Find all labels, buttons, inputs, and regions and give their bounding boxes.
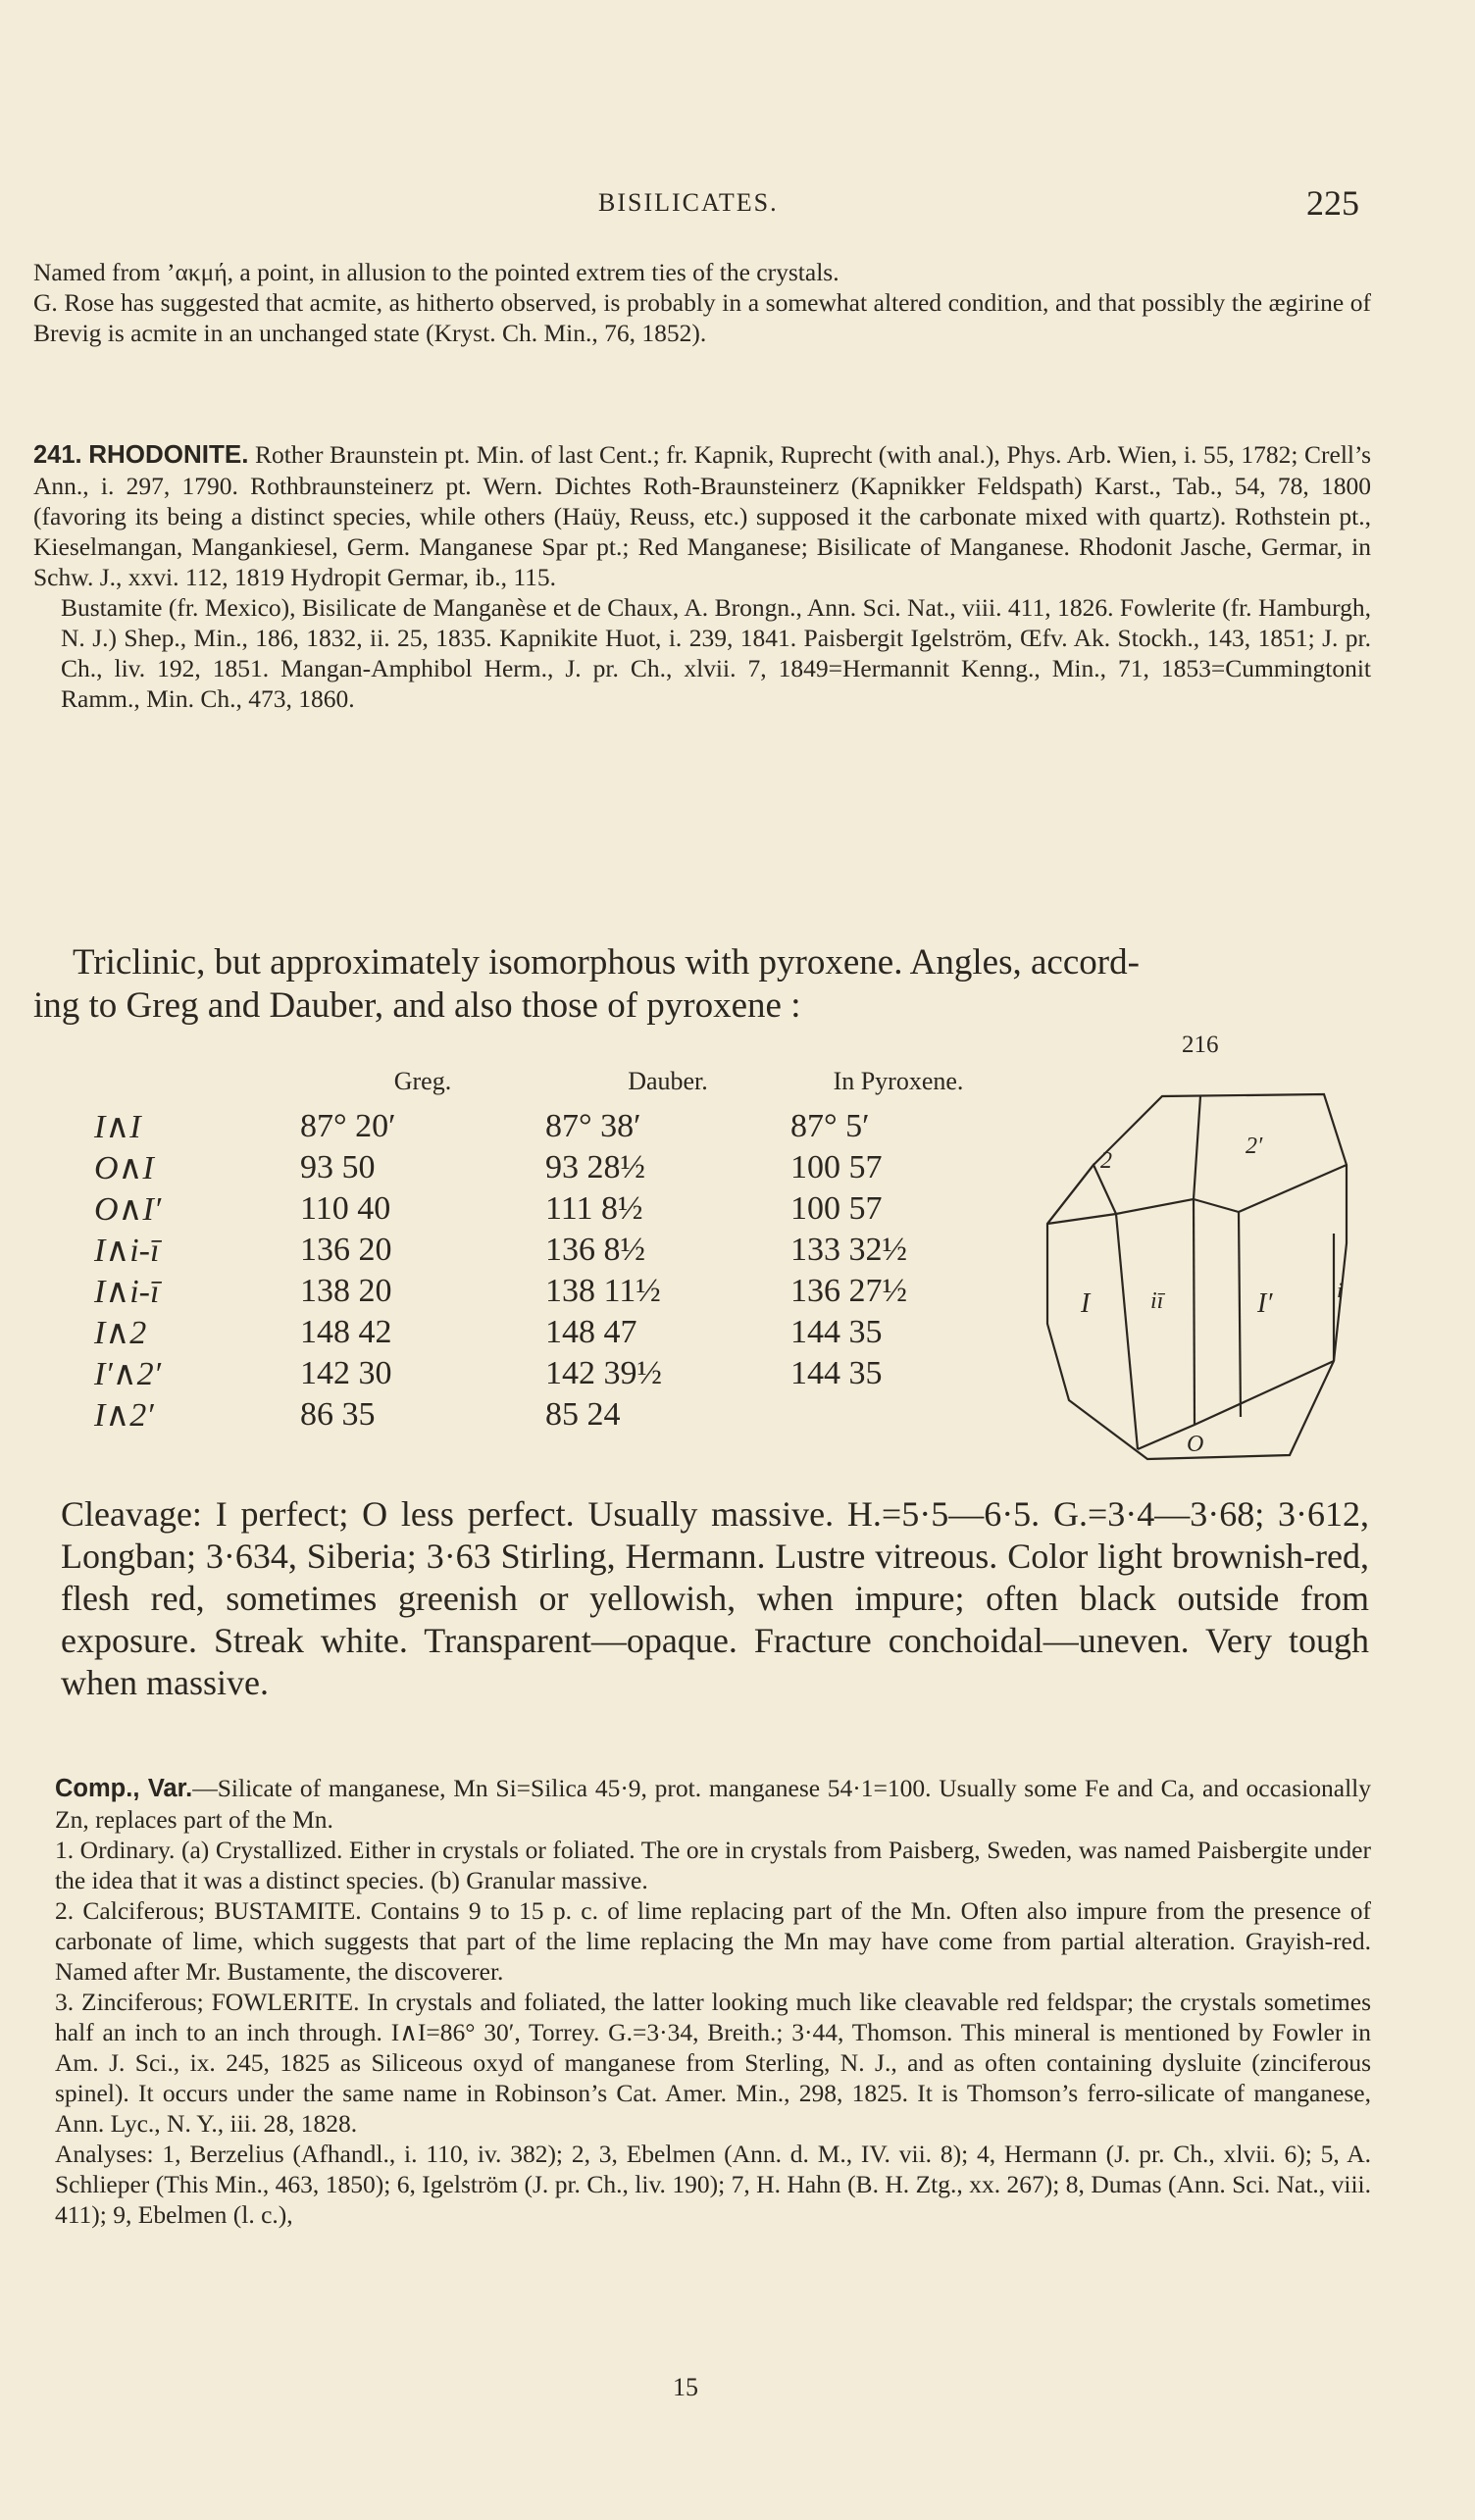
pyroxene-cell: 136 27½: [790, 1273, 907, 1309]
pyroxene-cell: 100 57: [790, 1149, 883, 1185]
table-row: [94, 1312, 1006, 1353]
species-number: 241.: [33, 441, 82, 469]
angle-table: [94, 1067, 1006, 1436]
face-label-I-prime: I′: [1257, 1288, 1273, 1319]
physical-properties: [33, 1493, 1369, 1704]
composition-text: —Silicate of manganese, Mn Si=Silica 45·9, prot. manganese 54·1=100. Usually some Fe and Ca, and occasionally Zn, replaces part of the Mn.: [55, 1774, 1371, 1834]
greg-cell: 86 35: [300, 1396, 376, 1433]
crystal-edge: [1116, 1214, 1138, 1449]
crystal-figure: [1040, 1077, 1353, 1469]
face-cell: I∧2′: [94, 1397, 154, 1434]
crystal-description: [33, 941, 1348, 1028]
running-header: BISILICATES.: [598, 188, 779, 217]
intro-paragraph: Named from ’ακμή, a point, in allusion to the pointed extrem ties of the crystals.: [33, 258, 839, 286]
signature-mark: 15: [673, 2373, 698, 2401]
greg-cell: 138 20: [300, 1273, 392, 1309]
composition-paragraph: [33, 1773, 1371, 1835]
dauber-cell: 142 39½: [545, 1355, 662, 1391]
species-name: RHODONITE.: [88, 439, 249, 469]
dauber-cell: 93 28½: [545, 1149, 645, 1185]
table-header-row: [94, 1067, 1006, 1106]
dauber-cell: 87° 38′: [545, 1108, 641, 1144]
pyroxene-cell: [790, 1394, 1006, 1436]
crystal-edge: [1194, 1199, 1195, 1425]
column-header: Greg.: [393, 1067, 452, 1095]
synonymy-paragraph: [33, 439, 1371, 592]
crystal-edge: [1239, 1212, 1241, 1417]
pyroxene-cell: 100 57: [790, 1190, 883, 1227]
face-cell: I∧i-ī: [94, 1233, 160, 1269]
face-cell: I∧i-ī: [94, 1274, 160, 1310]
face-cell: I′∧2′: [94, 1356, 162, 1392]
table-row: [94, 1106, 1006, 1147]
lead-line: Triclinic, but approximately isomorphous with pyroxene. Angles, accord-: [73, 942, 1140, 983]
intro-text: [33, 257, 1371, 348]
face-cell: I∧I: [94, 1109, 141, 1145]
lead-line: ing to Greg and Dauber, and also those of pyroxene :: [33, 985, 801, 1026]
variety-calciferous: 2. Calciferous; BUSTAMITE. Contains 9 to 15 p. c. of lime replacing part of the Mn. Often also impure from the presence of carbonate of lime, which suggests that part of the lime replacing the Mn may have come from partial alteration. Grayish-red. Named after Mr. Bustamente, the discoverer.: [55, 1896, 1371, 1986]
properties-text: Cleavage: I perfect; O less perfect. Usually massive. H.=5·5—6·5. G.=3·4—3·68; 3·612, Longban; 3·634, Siberia; 3·63 Stirling, Hermann. Lustre vitreous. Color light brownish-red, flesh red, sometimes greenish or yellowish, when impure; often black outside from exposure. Streak white. Transparent—opaque. Fracture conchoidal—uneven. Very tough when massive.: [61, 1494, 1369, 1702]
face-label-2: 2: [1100, 1148, 1112, 1174]
table-row: [94, 1271, 1006, 1312]
dauber-cell: 111 8½: [545, 1190, 643, 1227]
analyses-paragraph: Analyses: 1, Berzelius (Afhandl., i. 110, iv. 382); 2, 3, Ebelmen (Ann. d. M., IV. vii. 8); 4, Hermann (J. pr. Ch., xlvii. 6); 5, A. Schlieper (This Min., 463, 1850); 6, Igelström (J. pr. Ch., liv. 190); 7, H. Hahn (B. H. Ztg., xx. 267); 8, Dumas (Ann. Sci. Nat., viii. 411); 9, Ebelmen (l. c.),: [55, 2140, 1371, 2229]
greg-cell: 87° 20′: [300, 1108, 396, 1144]
face-cell: I∧2: [94, 1315, 147, 1351]
variety-zinciferous: 3. Zinciferous; FOWLERITE. In crystals and foliated, the latter looking much like cleavable red feldspar; the crystals sometimes half an inch to an inch through. I∧I=86° 30′, Torrey. G.=3·34, Breith.; 3·44, Thomson. This mineral is mentioned by Fowler in Am. J. Sci., ix. 245, 1825 as Siliceous oxyd of manganese from Sterling, N. J., and as often containing dysluite (zinciferous spinel). It occurs under the same name in Robinson’s Cat. Amer. Min., 298, 1825. It is Thomson’s ferro-silicate of manganese, Ann. Lyc., N. Y., iii. 28, 1828.: [55, 1988, 1371, 2138]
dauber-cell: 138 11½: [545, 1273, 661, 1309]
composition-block: [33, 1773, 1371, 2230]
table-row: [94, 1353, 1006, 1394]
pyroxene-cell: 144 35: [790, 1355, 883, 1391]
pyroxene-cell: 133 32½: [790, 1232, 907, 1268]
greg-cell: 93 50: [300, 1149, 376, 1185]
face-label-O: O: [1187, 1432, 1204, 1457]
face-label-ii: iī: [1150, 1288, 1164, 1314]
table-row: [94, 1394, 1006, 1436]
composition-head: Comp., Var.: [55, 1775, 193, 1802]
crystal-outline: [1047, 1094, 1347, 1459]
face-label-I: I: [1081, 1288, 1091, 1319]
crystal-edge: [1047, 1214, 1116, 1224]
table-row: [94, 1188, 1006, 1230]
dauber-cell: 136 8½: [545, 1232, 645, 1268]
greg-cell: 148 42: [300, 1314, 392, 1350]
crystal-edge: [1138, 1361, 1334, 1449]
face-cell: O∧I′: [94, 1191, 162, 1228]
pyroxene-cell: 87° 5′: [790, 1108, 870, 1144]
synonymy-text: Rother Braunstein pt. Min. of last Cent.; fr. Kapnik, Ruprecht (with anal.), Phys. Arb. Wien, i. 55, 1782; Crell’s Ann., i. 297, 1790. Rothbraunsteinerz pt. Wern. Dichtes Roth-Braunsteinerz (Kapnikker Feldspath) Karst., Tab., 54, 78, 1800 (favoring its being a distinct species, while others (Haüy, Reuss, etc.) supposed it the carbonate mixed with quartz). Rothstein pt., Kieselmangan, Mangankiesel, Germ. Manganese Spar pt.; Red Manganese; Bisilicate of Manganese. Rhodonit Jasche, Germar, in Schw. J., xxvi. 112, 1819 Hydropit Germar, ib., 115.: [33, 440, 1372, 591]
greg-cell: 136 20: [300, 1232, 392, 1268]
pyroxene-cell: 144 35: [790, 1314, 883, 1350]
table-row: [94, 1147, 1006, 1188]
figure-number: 216: [1182, 1032, 1219, 1058]
crystal-edge: [1047, 1096, 1200, 1224]
column-header: Dauber.: [628, 1067, 708, 1095]
table-row: [94, 1230, 1006, 1271]
face-label-2-prime: 2′: [1246, 1134, 1263, 1159]
crystal-edge: [1194, 1165, 1347, 1212]
column-header: In Pyroxene.: [833, 1067, 964, 1095]
face-cell: O∧I: [94, 1150, 154, 1186]
intro-paragraph: G. Rose has suggested that acmite, as hitherto observed, is probably in a somewhat altered condition, and that possibly the ægirine of Brevig is acmite in an unchanged state (Kryst. Ch. Min., 76, 1852).: [33, 288, 1371, 347]
greg-cell: 142 30: [300, 1355, 392, 1391]
variety-ordinary: 1. Ordinary. (a) Crystallized. Either in crystals or foliated. The ore in crystals from Paisberg, Sweden, was named Paisbergite under the idea that it was a distinct species. (b) Granular massive.: [55, 1836, 1371, 1894]
dauber-cell: 148 47: [545, 1314, 637, 1350]
face-label-i: i: [1337, 1278, 1344, 1302]
synonymy-block: [33, 439, 1371, 714]
dauber-cell: 85 24: [545, 1396, 621, 1433]
page-number: 225: [1306, 183, 1359, 223]
greg-cell: 110 40: [300, 1190, 391, 1227]
synonymy-paragraph: Bustamite (fr. Mexico), Bisilicate de Manganèse et de Chaux, A. Brongn., Ann. Sci. Nat., viii. 411, 1826. Fowlerite (fr. Hamburgh, N. J.) Shep., Min., 186, 1832, ii. 25, 1835. Kapnikite Huot, i. 239, 1841. Paisbergit Igelström, Œfv. Ak. Stockh., 143, 1851; J. pr. Ch., liv. 192, 1851. Mangan-Amphibol Herm., J. pr. Ch., xlvii. 7, 1849=Hermannit Kenng., Min., 71, 1853=Cummingtonit Ramm., Min. Ch., 473, 1860.: [61, 593, 1371, 713]
